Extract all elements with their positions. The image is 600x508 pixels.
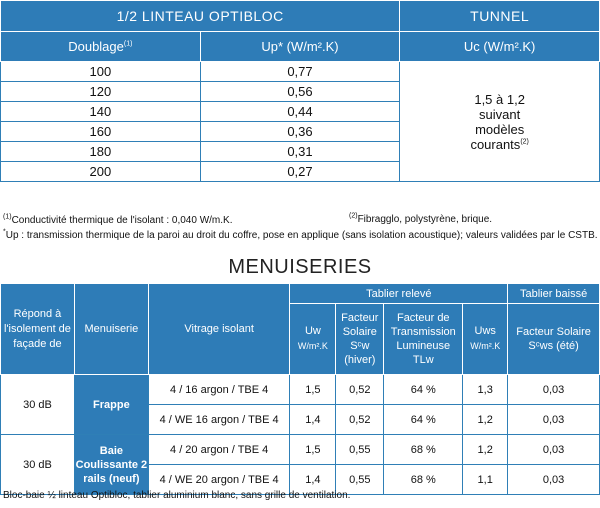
col-doublage-footnote: (1) xyxy=(123,40,133,48)
tunnel-line-4-text: courants xyxy=(470,136,521,152)
note-3-text: Up : transmission thermique de la paroi au droit du coffre, pose en applique (sans isolation acoustique); valeurs validées par le CSTB. xyxy=(5,230,598,241)
sw-cell: 0,52 xyxy=(336,405,384,435)
header-ft-label: Facteur de Transmission Lumineuse xyxy=(390,312,456,352)
header-fs-symbol: Sᶜw xyxy=(350,340,370,352)
doublage-cell: 100 xyxy=(1,62,201,82)
col-up-header: Up* (W/m².K) xyxy=(200,32,400,62)
uws-cell: 1,2 xyxy=(463,405,508,435)
note-2 xyxy=(349,214,492,225)
note-2-text: Fibragglo, polystyrène, brique. xyxy=(357,214,493,225)
header-vitrage: Vitrage isolant xyxy=(148,284,290,375)
menuiserie-cell: Frappe xyxy=(74,375,148,435)
sw-cell: 0,52 xyxy=(336,375,384,405)
header-transmission xyxy=(384,304,463,375)
sws-cell: 0,03 xyxy=(508,465,600,495)
header-linteau-optibloc: 1/2 LINTEAU OPTIBLOC xyxy=(1,1,400,32)
up-cell: 0,36 xyxy=(200,122,400,142)
note-2-marker: (2) xyxy=(349,212,358,220)
uw-cell: 1,5 xyxy=(290,435,336,465)
uws-cell: 1,3 xyxy=(463,375,508,405)
tunnel-footnote: (2) xyxy=(520,138,529,146)
menuiserie-cell: Baie Coulissante 2 rails (neuf) xyxy=(74,435,148,495)
vitrage-cell: 4 / WE 16 argon / TBE 4 xyxy=(148,405,290,435)
header-tablier-releve: Tablier relevé xyxy=(290,284,508,304)
header-tunnel: TUNNEL xyxy=(400,1,600,32)
header-fs-season: (hiver) xyxy=(344,354,376,366)
header-fs2-label: Facteur Solaire xyxy=(516,326,591,338)
header-uws-label: Uws xyxy=(474,325,496,337)
sws-cell: 0,03 xyxy=(508,405,600,435)
header-uw xyxy=(290,304,336,375)
isolement-cell: 30 dB xyxy=(1,435,75,495)
up-cell: 0,56 xyxy=(200,82,400,102)
header-uw-label: Uw xyxy=(304,325,321,337)
isolement-cell: 30 dB xyxy=(1,375,75,435)
header-tablier-baisse: Tablier baissé xyxy=(508,284,600,304)
doublage-cell: 120 xyxy=(1,82,201,102)
up-cell: 0,27 xyxy=(200,162,400,182)
tunnel-line-3: modèles xyxy=(475,121,525,137)
vitrage-cell: 4 / 20 argon / TBE 4 xyxy=(148,435,290,465)
uw-cell: 1,4 xyxy=(290,405,336,435)
note-1-text: Conductivité thermique de l'isolant : 0,040 W/m.K. xyxy=(11,215,233,226)
vitrage-cell: 4 / WE 20 argon / TBE 4 xyxy=(148,465,290,495)
uw-cell: 1,4 xyxy=(290,465,336,495)
header-uw-unit: W/m².K xyxy=(297,341,328,351)
header-ft-symbol: TLw xyxy=(412,354,434,366)
table-row xyxy=(1,435,600,465)
note-3 xyxy=(3,229,599,243)
sw-cell: 0,55 xyxy=(336,435,384,465)
header-facteur-solaire-ete xyxy=(508,304,600,375)
note-1 xyxy=(3,214,232,228)
header-menuiserie: Menuiserie xyxy=(74,284,148,375)
tlw-cell: 64 % xyxy=(384,405,463,435)
header-facteur-solaire xyxy=(336,304,384,375)
header-fs2-symbol: Sᶜws (été) xyxy=(528,340,579,352)
up-cell: 0,77 xyxy=(200,62,400,82)
col-doublage-label: Doublage xyxy=(68,39,124,54)
col-doublage-header xyxy=(1,32,201,62)
doublage-cell: 200 xyxy=(1,162,201,182)
tlw-cell: 68 % xyxy=(384,435,463,465)
up-cell: 0,31 xyxy=(200,142,400,162)
header-uws-unit: W/m².K xyxy=(470,341,501,351)
sw-cell: 0,55 xyxy=(336,465,384,495)
doublage-cell: 180 xyxy=(1,142,201,162)
uws-cell: 1,2 xyxy=(463,435,508,465)
doublage-cell: 140 xyxy=(1,102,201,122)
sws-cell: 0,03 xyxy=(508,435,600,465)
uws-cell: 1,1 xyxy=(463,465,508,495)
vitrage-cell: 4 / 16 argon / TBE 4 xyxy=(148,375,290,405)
note-3-marker: * xyxy=(3,228,6,236)
menuiseries-title: MENUISERIES xyxy=(228,256,372,278)
tunnel-uc-cell xyxy=(400,62,600,182)
tunnel-line-1: 1,5 à 1,2 xyxy=(474,91,525,107)
optibloc-table xyxy=(0,0,600,182)
uw-cell: 1,5 xyxy=(290,375,336,405)
table-row xyxy=(1,375,600,405)
tlw-cell: 68 % xyxy=(384,465,463,495)
doublage-cell: 160 xyxy=(1,122,201,142)
table-row xyxy=(1,62,600,82)
tlw-cell: 64 % xyxy=(384,375,463,405)
header-fs-label: Facteur Solaire xyxy=(341,312,379,338)
note-1-marker: (1) xyxy=(3,213,12,221)
header-repond: Répond à l'isolement de façade de xyxy=(1,284,75,375)
footer-note: Bloc-baie ½ linteau Optibloc, tablier aluminium blanc, sans grille de ventilation. xyxy=(3,490,351,501)
header-uws xyxy=(463,304,508,375)
tunnel-line-2: suivant xyxy=(479,106,521,122)
up-cell: 0,44 xyxy=(200,102,400,122)
col-uc-header: Uc (W/m².K) xyxy=(400,32,600,62)
tunnel-line-4 xyxy=(400,137,599,152)
menuiseries-table xyxy=(0,283,600,495)
sws-cell: 0,03 xyxy=(508,375,600,405)
